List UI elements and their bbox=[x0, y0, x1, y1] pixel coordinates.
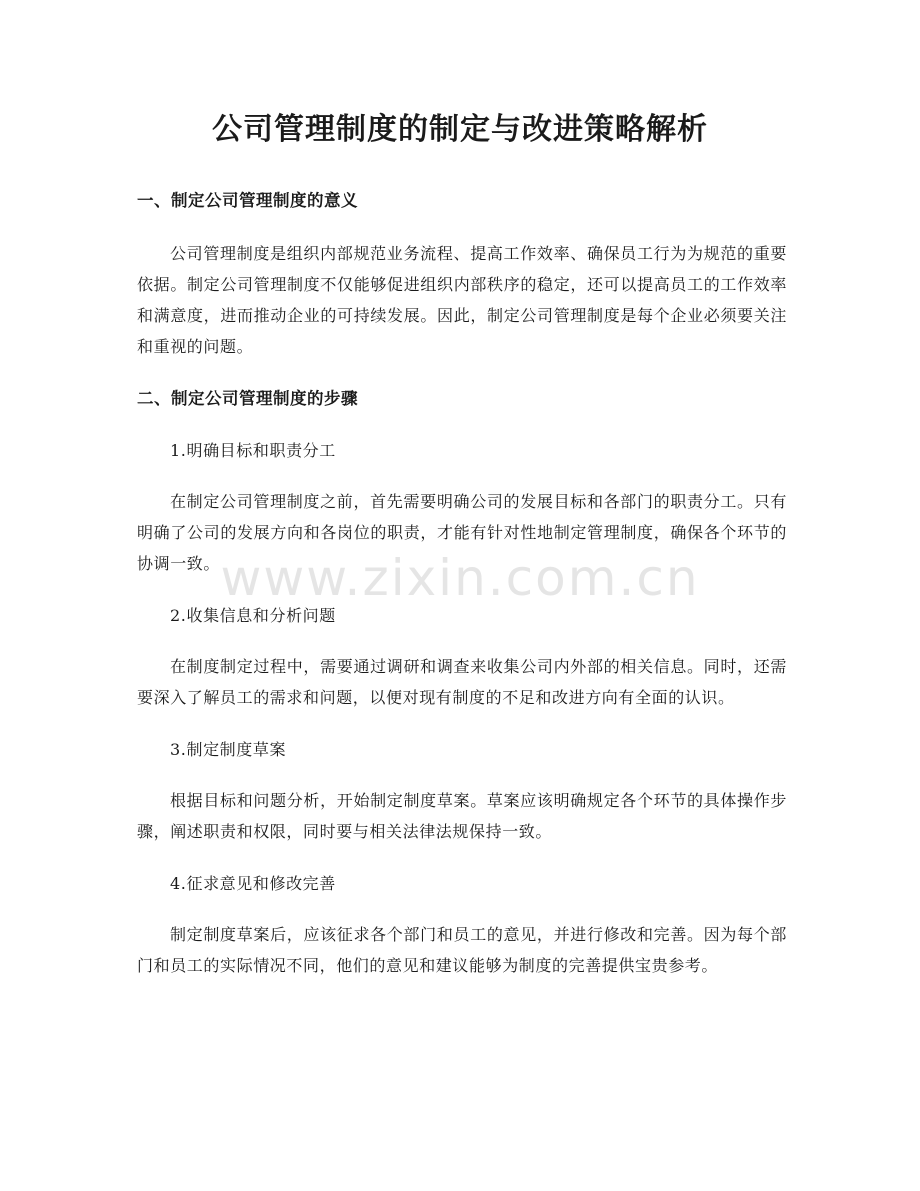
watermark: www.zixin.com.cn bbox=[220, 549, 700, 607]
step-title: 1.明确目标和职责分工 bbox=[170, 441, 336, 460]
step-title: 3.制定制度草案 bbox=[170, 740, 287, 759]
step-paragraph: 在制度制定过程中，需要通过调研和调查来收集公司内外部的相关信息。同时，还需要深入了解员工的需求和问题，以便对现有制度的不足和改进方向有全面的认识。 bbox=[137, 657, 787, 707]
step-title: 4.征求意见和修改完善 bbox=[170, 874, 336, 893]
section-heading-steps: 二、制定公司管理制度的步骤 bbox=[137, 389, 358, 408]
section-heading-significance: 一、制定公司管理制度的意义 bbox=[137, 191, 358, 210]
step-paragraph: 制定制度草案后，应该征求各个部门和员工的意见，并进行修改和完善。因为每个部门和员工的实际情况不同，他们的意见和建议能够为制度的完善提供宝贵参考。 bbox=[137, 925, 787, 975]
document-body bbox=[137, 186, 787, 1003]
step-paragraph: 在制定公司管理制度之前，首先需要明确公司的发展目标和各部门的职责分工。只有明确了公司的发展方向和各岗位的职责，才能有针对性地制定管理制度，确保各个环节的协调一致。 bbox=[137, 492, 787, 573]
step-title: 2.收集信息和分析问题 bbox=[170, 606, 336, 625]
section-paragraph-significance: 公司管理制度是组织内部规范业务流程、提高工作效率、确保员工行为为规范的重要依据。制定公司管理制度不仅能够促进组织内部秩序的稳定，还可以提高员工的工作效率和满意度，进而推动企业的可持续发展。因此，制定公司管理制度是每个企业必须要关注和重视的问题。 bbox=[137, 244, 787, 356]
document-title: 公司管理制度的制定与改进策略解析 bbox=[212, 112, 708, 147]
step-paragraph: 根据目标和问题分析，开始制定制度草案。草案应该明确规定各个环节的具体操作步骤，阐述职责和权限，同时要与相关法律法规保持一致。 bbox=[137, 791, 787, 841]
